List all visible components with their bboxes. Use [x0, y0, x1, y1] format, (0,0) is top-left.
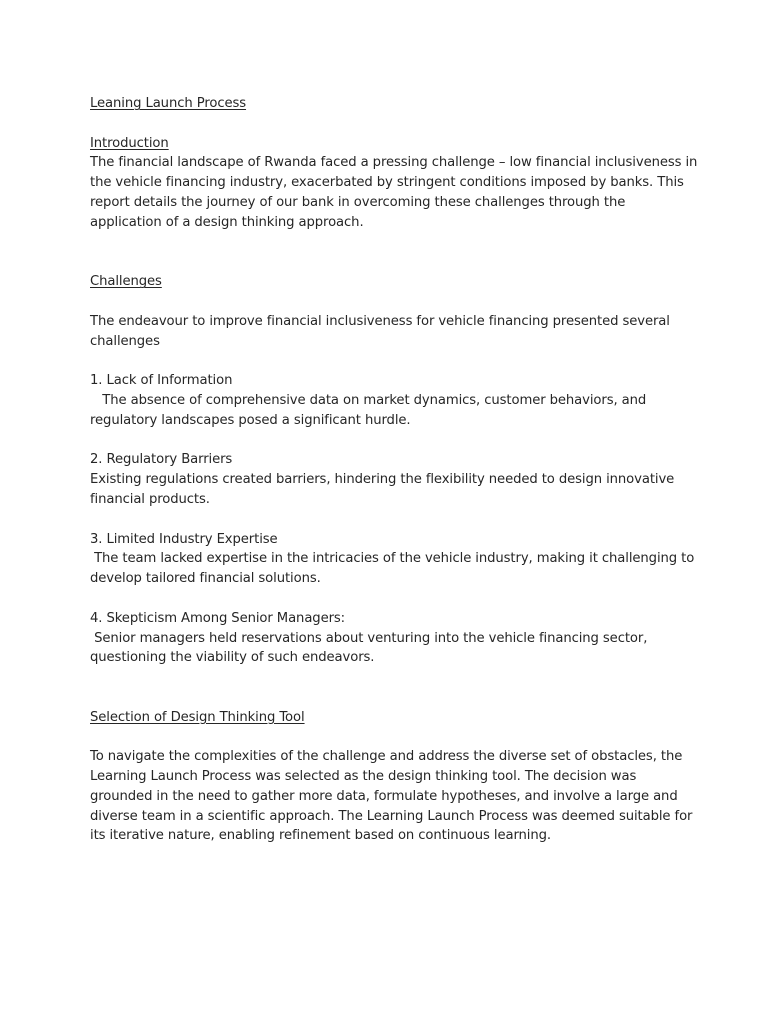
spacer — [90, 431, 690, 451]
paragraph-line: the vehicle financing industry, exacerbated by stringent conditions imposed by banks. This — [90, 175, 684, 191]
paragraph-line: grounded in the need to gather more data, formulate hypotheses, and involve a large and — [90, 788, 678, 804]
challenge-item — [90, 609, 690, 668]
document-page — [90, 94, 698, 846]
document-title: Leaning Launch Process — [90, 96, 247, 111]
challenge-item — [90, 530, 695, 589]
paragraph-line: Learning Launch Process was selected as the design thinking tool. The decision was — [90, 769, 637, 785]
challenge-item-title: 2. Regulatory Barriers — [90, 452, 233, 468]
spacer — [90, 589, 690, 609]
introduction-heading: Introduction — [90, 135, 169, 151]
paragraph-line: develop tailored financial solutions. — [90, 571, 321, 587]
spacer — [90, 292, 690, 312]
challenges-heading: Challenges — [90, 274, 162, 290]
paragraph-line: its iterative nature, enabling refinement based on continuous learning. — [90, 828, 551, 844]
paragraph-line: Existing regulations created barriers, hindering the flexibility needed to design innovative — [90, 472, 675, 488]
spacer — [90, 114, 690, 134]
spacer — [90, 510, 690, 530]
spacer — [90, 233, 690, 273]
paragraph-line: The team lacked expertise in the intricacies of the vehicle industry, making it challenging to — [90, 551, 695, 567]
paragraph-line: To navigate the complexities of the challenge and address the diverse set of obstacles, the — [90, 749, 683, 765]
paragraph-line: report details the journey of our bank in overcoming these challenges through the — [90, 194, 626, 210]
spacer — [90, 351, 690, 371]
challenge-item-title: 1. Lack of Information — [90, 373, 233, 389]
paragraph-line: diverse team in a scientific approach. The Learning Launch Process was deemed suitable for — [90, 808, 693, 824]
paragraph-line: Senior managers held reservations about venturing into the vehicle financing sector, — [90, 630, 648, 646]
challenge-item-title: 4. Skepticism Among Senior Managers: — [90, 610, 346, 626]
paragraph-line: The financial landscape of Rwanda faced a pressing challenge – low financial inclusiveness in — [90, 155, 698, 171]
paragraph-line: financial products. — [90, 491, 210, 507]
spacer — [90, 728, 690, 748]
challenge-item-title: 3. Limited Industry Expertise — [90, 531, 278, 547]
challenges-intro-paragraph — [90, 312, 690, 352]
challenge-item — [90, 371, 690, 430]
paragraph-line: questioning the viability of such endeavors. — [90, 650, 375, 666]
paragraph-line: regulatory landscapes posed a significant hurdle. — [90, 412, 411, 428]
selection-paragraph — [90, 747, 693, 846]
paragraph-line: The absence of comprehensive data on market dynamics, customer behaviors, and — [90, 392, 647, 408]
paragraph-line: application of a design thinking approach. — [90, 214, 364, 230]
paragraph-line: The endeavour to improve financial inclusiveness for vehicle financing presented several — [90, 313, 670, 329]
selection-heading: Selection of Design Thinking Tool — [90, 709, 305, 725]
challenge-item — [90, 450, 690, 509]
paragraph-line: challenges — [90, 333, 160, 349]
spacer — [90, 668, 690, 708]
introduction-paragraph — [90, 153, 698, 232]
